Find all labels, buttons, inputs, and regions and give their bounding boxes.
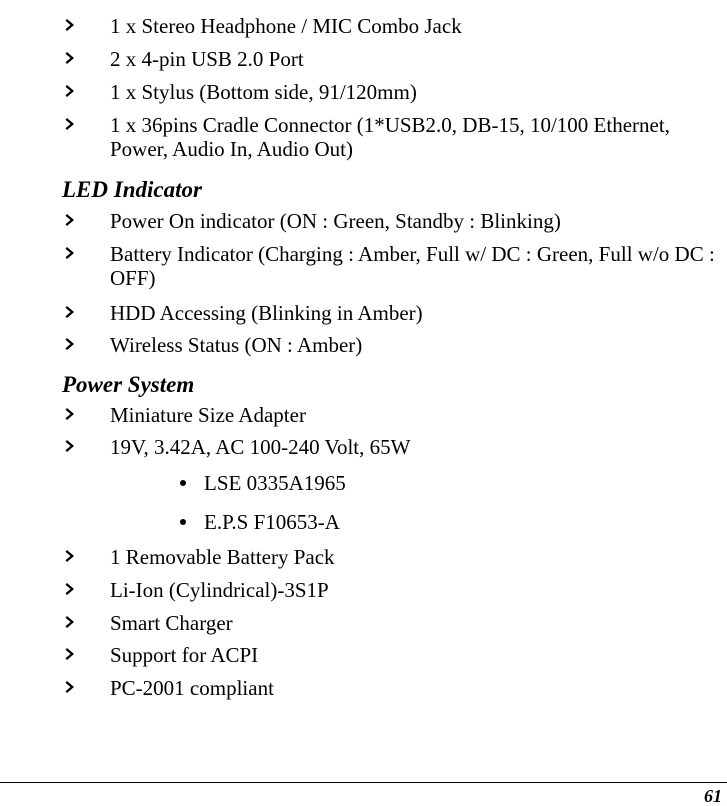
chevron-right-icon [64,246,78,260]
footer-divider [0,782,727,783]
section-heading-led: LED Indicator [62,177,202,202]
chevron-right-icon [64,647,78,661]
list-item-text: Battery Indicator (Charging : Amber, Full w/ DC : Green, Full w/o DC : OFF) [110,242,715,290]
chevron-right-icon [64,439,78,453]
chevron-right-icon [64,18,78,32]
chevron-right-icon [64,213,78,227]
list-item-text: Power On indicator (ON : Green, Standby : Blinking) [110,209,561,233]
list-item-text: Li-Ion (Cylindrical)-3S1P [110,578,329,602]
list-item-text: Miniature Size Adapter [110,403,306,427]
sub-list-item-text: E.P.S F10653-A [204,510,340,534]
page-number: 61 [704,786,722,806]
list-item-text: Wireless Status (ON : Amber) [110,333,363,357]
list-item-text: 2 x 4-pin USB 2.0 Port [110,47,304,71]
bullet-dot-icon [180,480,186,486]
bullet-dot-icon [180,519,186,525]
chevron-right-icon [64,84,78,98]
chevron-right-icon [64,680,78,694]
chevron-right-icon [64,615,78,629]
chevron-right-icon [64,407,78,421]
list-item-text: HDD Accessing (Blinking in Amber) [110,301,423,325]
sub-list-item-text: LSE 0335A1965 [204,471,346,495]
list-item-text: 1 x Stylus (Bottom side, 91/120mm) [110,80,417,104]
section-heading-power: Power System [62,372,195,397]
chevron-right-icon [64,337,78,351]
chevron-right-icon [64,582,78,596]
list-item-text: Smart Charger [110,611,233,635]
list-item-text: 1 x 36pins Cradle Connector (1*USB2.0, DB-15, 10/100 Ethernet, Power, Audio In, Audio Out) [110,113,670,161]
list-item-text: PC-2001 compliant [110,676,274,700]
list-item-text: 1 x Stereo Headphone / MIC Combo Jack [110,14,462,38]
chevron-right-icon [64,117,78,131]
chevron-right-icon [64,549,78,563]
chevron-right-icon [64,305,78,319]
list-item-text: 19V, 3.42A, AC 100-240 Volt, 65W [110,435,411,459]
chevron-right-icon [64,51,78,65]
list-item-text: 1 Removable Battery Pack [110,545,335,569]
list-item-text: Support for ACPI [110,643,259,667]
